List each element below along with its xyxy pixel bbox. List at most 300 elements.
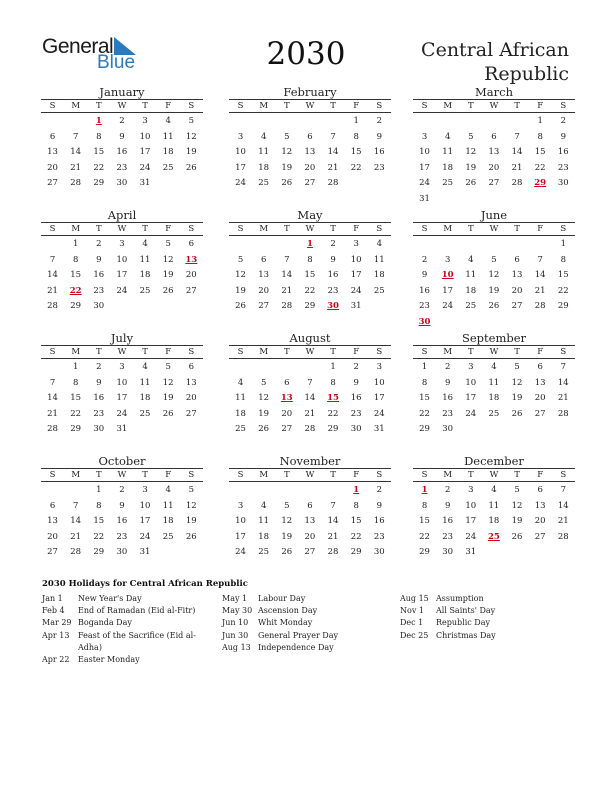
day-cell: 26 — [511, 408, 523, 419]
day-cell: 24 — [235, 547, 246, 558]
day-cell: 16 — [93, 393, 105, 404]
day-cell: 18 — [258, 531, 270, 542]
empty-cell — [322, 483, 345, 499]
month-title: August — [289, 331, 331, 345]
holiday-date: Jun 10 — [222, 618, 249, 628]
day-cell: 24 — [465, 408, 477, 419]
day-cell: 28 — [70, 178, 82, 189]
day-cell: 15 — [350, 516, 362, 527]
day-cell: 29 — [419, 547, 430, 558]
holiday-name: Whit Monday — [258, 618, 313, 628]
day-cell: 2 — [376, 116, 383, 126]
holiday-day-cell: 1 — [353, 485, 360, 495]
day-cell: 23 — [373, 162, 385, 173]
empty-cell — [413, 237, 436, 253]
day-cell: 5 — [188, 116, 195, 126]
day-cell: 22 — [93, 531, 105, 542]
day-cell: 5 — [284, 131, 290, 142]
weekday-label: T — [142, 101, 148, 111]
day-cell: 22 — [350, 162, 362, 173]
weekday-header — [413, 468, 575, 482]
empty-cell — [252, 114, 275, 130]
day-cell: 14 — [327, 516, 339, 527]
weekday-label: W — [117, 347, 127, 357]
day-cell: 29 — [327, 424, 339, 435]
day-cell: 31 — [139, 178, 151, 189]
day-cell: 24 — [235, 178, 246, 189]
day-cell: 15 — [534, 147, 546, 158]
day-cell: 25 — [162, 162, 174, 173]
day-cell: 15 — [350, 147, 362, 158]
day-cell: 31 — [465, 547, 477, 558]
day-cell: 27 — [47, 178, 58, 189]
empty-cell — [298, 114, 321, 130]
day-cell: 2 — [119, 485, 125, 495]
weekday-label: T — [95, 347, 102, 357]
day-cell: 14 — [47, 393, 58, 404]
day-cell: 1 — [72, 239, 79, 249]
day-cell: 6 — [49, 500, 56, 511]
day-cell: 10 — [350, 254, 362, 265]
day-cell: 27 — [488, 178, 500, 189]
day-cell: 27 — [258, 301, 270, 312]
day-cell: 22 — [419, 408, 430, 419]
day-cell: 26 — [162, 408, 174, 419]
day-cell: 3 — [119, 239, 125, 249]
day-cell: 9 — [421, 270, 428, 281]
weekday-label: S — [188, 224, 195, 234]
day-cell: 20 — [304, 162, 316, 173]
day-cell: 7 — [330, 131, 336, 142]
day-cell: 19 — [235, 285, 246, 296]
day-cell: 6 — [284, 377, 290, 388]
day-cell: 25 — [442, 178, 454, 189]
day-cell: 1 — [537, 116, 543, 126]
empty-cell — [64, 114, 87, 130]
day-cell: 29 — [557, 301, 569, 312]
day-cell: 10 — [465, 377, 477, 388]
day-cell: 25 — [465, 301, 477, 312]
weekday-label: S — [421, 224, 428, 234]
day-cell: 30 — [350, 424, 362, 435]
holiday-name: Easter Monday — [78, 655, 140, 665]
day-cell: 12 — [235, 270, 246, 281]
day-cell: 4 — [237, 377, 244, 388]
day-cell: 27 — [281, 424, 293, 435]
empty-cell — [482, 237, 505, 253]
day-cell: 12 — [258, 393, 270, 404]
weekday-label: F — [353, 224, 360, 234]
day-cell: 24 — [139, 531, 151, 542]
empty-cell — [41, 237, 64, 253]
day-cell: 6 — [537, 485, 543, 495]
day-cell: 23 — [373, 531, 385, 542]
day-cell: 6 — [537, 362, 543, 372]
day-cell: 27 — [511, 301, 523, 312]
day-cell: 18 — [162, 516, 174, 527]
day-cell: 10 — [465, 500, 477, 511]
day-cell: 25 — [488, 408, 500, 419]
day-cell: 7 — [49, 377, 56, 388]
day-cell: 17 — [116, 270, 128, 281]
weekday-label: M — [71, 101, 81, 111]
holiday-date: Apr 22 — [42, 655, 70, 665]
day-cell: 18 — [139, 393, 151, 404]
weekday-label: T — [330, 470, 336, 480]
day-cell: 27 — [185, 285, 197, 296]
day-cell: 13 — [488, 147, 500, 158]
day-cell: 19 — [185, 516, 197, 527]
day-cell: 19 — [511, 516, 523, 527]
month-title: March — [475, 85, 513, 99]
country-line-1: Central African — [421, 39, 569, 61]
holiday-item — [400, 605, 556, 617]
weekday-label: S — [421, 347, 428, 357]
day-grid — [413, 482, 575, 561]
weekday-label: M — [71, 347, 81, 357]
day-cell: 8 — [560, 254, 567, 265]
day-cell: 7 — [284, 254, 290, 265]
day-cell: 1 — [72, 362, 79, 372]
holiday-name: Assumption — [436, 594, 484, 603]
day-cell: 30 — [442, 424, 454, 435]
holiday-day-cell: 1 — [306, 239, 313, 249]
day-cell: 31 — [139, 547, 151, 558]
day-cell: 21 — [327, 162, 339, 173]
day-cell: 11 — [162, 131, 174, 142]
empty-cell — [252, 237, 275, 253]
day-cell: 3 — [468, 485, 474, 495]
day-cell: 23 — [93, 285, 105, 296]
weekday-label: T — [514, 347, 520, 357]
holiday-date: Nov 1 — [400, 606, 424, 616]
weekday-header — [229, 468, 391, 482]
day-cell: 24 — [139, 162, 151, 173]
month-july — [41, 331, 203, 438]
weekday-header — [413, 222, 575, 236]
holiday-date: Mar 29 — [42, 618, 72, 628]
month-title: June — [480, 208, 508, 222]
day-cell: 20 — [185, 393, 197, 404]
weekday-label: M — [259, 347, 269, 357]
day-cell: 8 — [330, 377, 336, 388]
holidays-title: 2030 Holidays for Central African Republic — [42, 579, 248, 589]
day-cell: 12 — [511, 377, 523, 388]
weekday-label: S — [376, 470, 383, 480]
weekday-label: M — [443, 224, 453, 234]
day-cell: 1 — [330, 362, 336, 372]
day-cell: 25 — [258, 547, 270, 558]
empty-cell — [298, 360, 321, 376]
holiday-day-cell: 1 — [421, 485, 428, 495]
weekday-label: F — [353, 101, 360, 111]
day-cell: 19 — [162, 393, 174, 404]
day-grid — [413, 113, 575, 208]
holiday-item — [400, 630, 556, 642]
holiday-name: Independence Day — [258, 642, 334, 652]
day-cell: 5 — [491, 254, 497, 265]
day-cell: 14 — [47, 270, 58, 281]
day-cell: 19 — [281, 162, 293, 173]
day-cell: 5 — [237, 254, 244, 265]
day-cell: 19 — [465, 162, 477, 173]
holidays-column — [222, 593, 378, 654]
month-september — [413, 331, 575, 438]
day-cell: 15 — [93, 147, 105, 158]
day-cell: 9 — [96, 377, 102, 388]
day-cell: 17 — [465, 393, 477, 404]
weekday-label: F — [353, 347, 360, 357]
holiday-item — [222, 630, 378, 642]
day-cell: 2 — [421, 254, 428, 265]
month-title: October — [98, 454, 146, 468]
day-cell: 19 — [162, 270, 174, 281]
day-cell: 6 — [307, 500, 313, 511]
day-cell: 2 — [444, 485, 451, 495]
holiday-item — [42, 593, 198, 605]
day-cell: 31 — [373, 424, 385, 435]
day-cell: 8 — [421, 377, 428, 388]
day-cell: 17 — [116, 393, 128, 404]
day-cell: 5 — [165, 239, 171, 249]
day-cell: 4 — [165, 485, 171, 495]
day-cell: 9 — [96, 254, 102, 265]
weekday-label: T — [142, 224, 148, 234]
day-grid — [41, 113, 203, 192]
day-cell: 11 — [139, 377, 151, 388]
holiday-name: Ascension Day — [258, 606, 318, 616]
weekday-label: W — [305, 347, 315, 357]
empty-cell — [459, 114, 482, 130]
weekday-label: S — [560, 224, 567, 234]
day-cell: 28 — [47, 301, 58, 312]
day-cell: 8 — [353, 131, 359, 142]
holiday-day-cell: 13 — [280, 393, 293, 404]
empty-cell — [459, 237, 482, 253]
weekday-label: T — [142, 470, 148, 480]
day-cell: 23 — [557, 162, 569, 173]
day-cell: 2 — [560, 116, 567, 126]
country-line-2: Republic — [484, 63, 569, 85]
weekday-label: S — [376, 224, 383, 234]
day-cell: 2 — [376, 485, 383, 495]
weekday-label: W — [305, 470, 315, 480]
day-cell: 18 — [235, 408, 246, 419]
day-cell: 13 — [47, 147, 58, 158]
day-cell: 30 — [116, 178, 128, 189]
day-cell: 30 — [93, 424, 105, 435]
day-cell: 23 — [419, 301, 430, 312]
day-cell: 19 — [185, 147, 197, 158]
day-cell: 29 — [350, 547, 362, 558]
day-cell: 19 — [258, 408, 270, 419]
day-cell: 4 — [491, 485, 497, 495]
day-cell: 18 — [488, 516, 500, 527]
day-cell: 22 — [70, 408, 82, 419]
holiday-item — [222, 617, 378, 629]
day-cell: 4 — [142, 239, 148, 249]
day-cell: 17 — [442, 285, 454, 296]
weekday-label: S — [188, 101, 195, 111]
day-cell: 14 — [70, 147, 82, 158]
day-cell: 11 — [373, 254, 385, 265]
weekday-label: S — [188, 347, 195, 357]
day-cell: 25 — [139, 408, 151, 419]
day-cell: 9 — [560, 131, 567, 142]
weekday-label: T — [283, 347, 290, 357]
weekday-label: S — [421, 470, 428, 480]
day-cell: 23 — [350, 408, 362, 419]
day-cell: 10 — [139, 131, 151, 142]
day-cell: 26 — [488, 301, 500, 312]
day-cell: 16 — [373, 147, 385, 158]
day-cell: 6 — [49, 131, 56, 142]
holiday-item — [42, 617, 198, 629]
day-cell: 20 — [534, 516, 546, 527]
day-cell: 30 — [557, 178, 569, 189]
day-cell: 22 — [327, 408, 339, 419]
day-cell: 3 — [237, 131, 244, 142]
weekday-label: F — [165, 470, 172, 480]
weekday-label: M — [71, 470, 81, 480]
weekday-label: S — [49, 470, 56, 480]
day-cell: 22 — [419, 531, 430, 542]
holiday-item — [400, 617, 556, 629]
day-cell: 7 — [72, 500, 79, 511]
empty-cell — [41, 483, 64, 499]
day-cell: 17 — [350, 270, 362, 281]
holiday-name: End of Ramadan (Eid al-Fitr) — [78, 606, 196, 616]
day-cell: 23 — [442, 531, 454, 542]
day-cell: 17 — [139, 147, 151, 158]
day-cell: 30 — [442, 547, 454, 558]
weekday-label: W — [117, 224, 127, 234]
day-cell: 17 — [373, 393, 385, 404]
empty-cell — [229, 483, 252, 499]
day-cell: 13 — [47, 516, 58, 527]
day-cell: 16 — [442, 393, 454, 404]
weekday-header — [229, 99, 391, 113]
day-cell: 22 — [350, 531, 362, 542]
month-august — [229, 331, 391, 438]
day-cell: 15 — [419, 516, 430, 527]
empty-cell — [275, 483, 298, 499]
logo-word-general: General — [42, 35, 114, 58]
day-cell: 14 — [304, 393, 316, 404]
day-cell: 11 — [235, 393, 246, 404]
weekday-label: W — [489, 224, 499, 234]
day-cell: 17 — [465, 516, 477, 527]
day-cell: 12 — [162, 254, 174, 265]
empty-cell — [229, 114, 252, 130]
day-cell: 5 — [514, 362, 520, 372]
day-cell: 6 — [188, 362, 195, 372]
holiday-date: Dec 1 — [400, 618, 424, 628]
day-cell: 4 — [260, 131, 267, 142]
empty-cell — [229, 237, 252, 253]
empty-cell — [506, 237, 529, 253]
day-cell: 11 — [442, 147, 454, 158]
page-title-year: 2030 — [266, 36, 346, 72]
weekday-header — [413, 345, 575, 359]
weekday-label: T — [514, 101, 520, 111]
holidays-column — [42, 593, 198, 666]
day-cell: 22 — [557, 285, 569, 296]
day-cell: 4 — [376, 239, 383, 249]
day-cell: 10 — [116, 254, 128, 265]
day-cell: 5 — [165, 362, 171, 372]
country-name — [421, 38, 569, 86]
weekday-label: M — [443, 101, 453, 111]
day-cell: 9 — [376, 131, 383, 142]
day-grid — [41, 236, 203, 315]
month-title: November — [279, 454, 341, 468]
day-cell: 20 — [47, 531, 58, 542]
weekday-label: S — [237, 347, 244, 357]
holiday-day-cell: 30 — [418, 316, 431, 327]
day-cell: 20 — [47, 162, 58, 173]
day-cell: 29 — [93, 178, 105, 189]
day-cell: 13 — [258, 270, 270, 281]
day-cell: 3 — [237, 500, 244, 511]
empty-cell — [436, 237, 459, 253]
weekday-label: W — [305, 101, 315, 111]
weekday-label: T — [467, 347, 474, 357]
day-cell: 1 — [560, 239, 567, 249]
day-cell: 26 — [281, 178, 293, 189]
weekday-label: T — [514, 224, 520, 234]
weekday-label: S — [237, 224, 244, 234]
day-cell: 4 — [491, 362, 497, 372]
weekday-label: T — [514, 470, 520, 480]
day-cell: 6 — [307, 131, 313, 142]
day-cell: 22 — [304, 285, 316, 296]
day-grid — [229, 236, 391, 315]
day-cell: 18 — [162, 147, 174, 158]
day-cell: 29 — [93, 547, 105, 558]
day-cell: 8 — [72, 377, 79, 388]
day-cell: 10 — [419, 147, 430, 158]
empty-cell — [41, 114, 64, 130]
weekday-label: S — [560, 101, 567, 111]
day-cell: 17 — [139, 516, 151, 527]
holiday-item — [222, 642, 378, 654]
day-cell: 7 — [49, 254, 56, 265]
day-cell: 11 — [258, 516, 270, 527]
day-cell: 21 — [511, 162, 523, 173]
holiday-item — [222, 593, 378, 605]
holiday-item — [222, 605, 378, 617]
day-cell: 9 — [444, 377, 451, 388]
day-cell: 14 — [534, 270, 546, 281]
holiday-day-cell: 13 — [185, 254, 198, 265]
day-cell: 10 — [235, 147, 246, 158]
day-grid — [413, 236, 575, 331]
day-cell: 24 — [350, 285, 362, 296]
day-cell: 21 — [557, 516, 569, 527]
day-cell: 3 — [353, 239, 359, 249]
weekday-label: F — [537, 347, 544, 357]
weekday-label: T — [330, 224, 336, 234]
holiday-date: Jun 30 — [222, 630, 249, 640]
day-cell: 12 — [162, 377, 174, 388]
day-cell: 27 — [47, 547, 58, 558]
weekday-label: T — [467, 224, 474, 234]
day-cell: 20 — [258, 285, 270, 296]
day-cell: 23 — [327, 285, 339, 296]
day-cell: 12 — [465, 147, 477, 158]
weekday-header — [229, 345, 391, 359]
